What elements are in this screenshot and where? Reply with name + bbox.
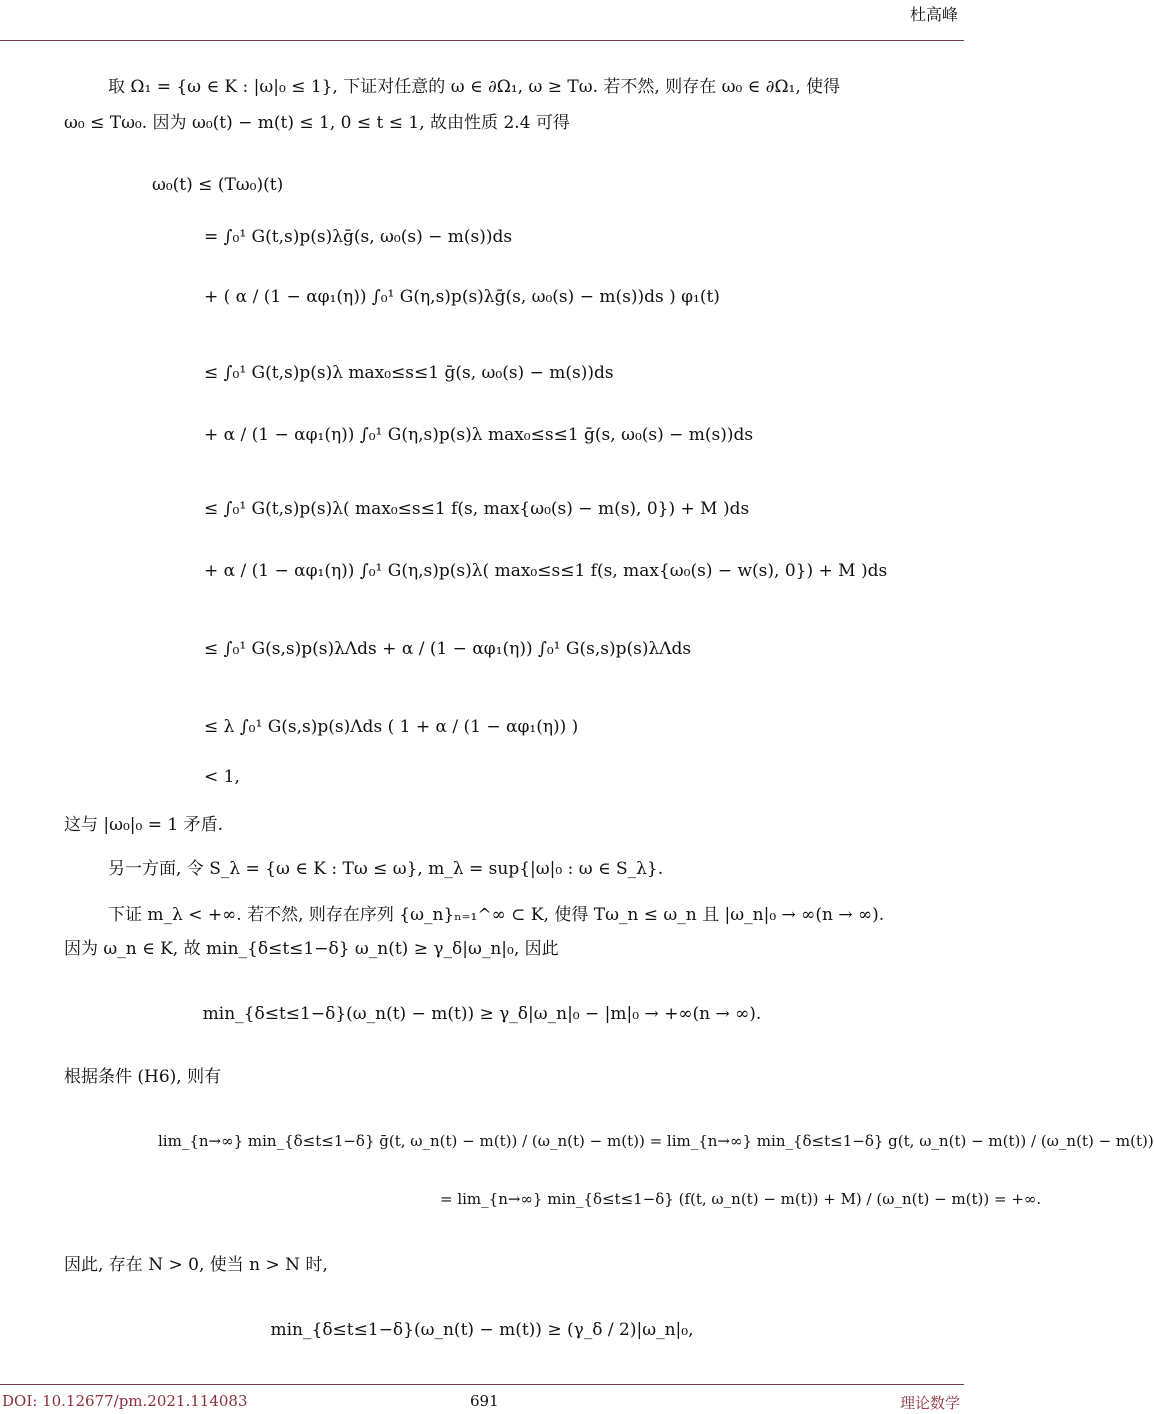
- derivation-line-7: + α / (1 − αφ₁(η)) ∫₀¹ G(η,s)p(s)λ( max₀≤s≤1 f(s, max{ω₀(s) − w(s), 0}) + M )ds: [204, 561, 888, 581]
- header-rule: [0, 40, 964, 41]
- derivation-line-8: ≤ ∫₀¹ G(s,s)p(s)λΛds + α / (1 − αφ₁(η)) ∫₀¹ G(s,s)p(s)λΛds: [204, 639, 692, 659]
- para4-line1: 下证 m_λ < +∞. 若不然, 则存在序列 {ω_n}ₙ₌₁^∞ ⊂ K, 使得 Tω_n ≤ ω_n 且 |ω_n|₀ → ∞(n → ∞).: [108, 905, 885, 925]
- footer-journal[interactable]: 理论数学: [899, 1394, 960, 1412]
- equation-3: min_{δ≤t≤1−δ}(ω_n(t) − m(t)) ≥ (γ_δ / 2)|ω_n|₀,: [270, 1320, 694, 1340]
- footer-doi[interactable]: DOI: 10.12677/pm.2021.114083: [2, 1392, 248, 1410]
- derivation-line-6: ≤ ∫₀¹ G(t,s)p(s)λ( max₀≤s≤1 f(s, max{ω₀(s) − m(s), 0}) + M )ds: [204, 499, 750, 519]
- derivation-line-1: ω₀(t) ≤ (Tω₀)(t): [152, 175, 284, 195]
- footer-rule: [0, 1384, 964, 1385]
- para4-line2: 因为 ω_n ∈ K, 故 min_{δ≤t≤1−δ} ω_n(t) ≥ γ_δ|ω_n|₀, 因此: [64, 939, 559, 959]
- equation-1: min_{δ≤t≤1−δ}(ω_n(t) − m(t)) ≥ γ_δ|ω_n|₀ − |m|₀ → +∞(n → ∞).: [202, 1004, 762, 1024]
- derivation-line-3: + ( α / (1 − αφ₁(η)) ∫₀¹ G(η,s)p(s)λḡ(s, ω₀(s) − m(s))ds ) φ₁(t): [204, 287, 720, 307]
- header-author: 杜高峰: [909, 5, 958, 24]
- para1-line1: 取 Ω₁ = {ω ∈ K : |ω|₀ ≤ 1}, 下证对任意的 ω ∈ ∂Ω₁, ω ≥ Tω. 若不然, 则存在 ω₀ ∈ ∂Ω₁, 使得: [108, 77, 841, 97]
- para1-line2: ω₀ ≤ Tω₀. 因为 ω₀(t) − m(t) ≤ 1, 0 ≤ t ≤ 1, 故由性质 2.4 可得: [64, 113, 570, 133]
- para2: 这与 |ω₀|₀ = 1 矛盾.: [64, 815, 224, 835]
- equation-2-line-2: = lim_{n→∞} min_{δ≤t≤1−δ} (f(t, ω_n(t) − m(t)) + M) / (ω_n(t) − m(t)) = +∞.: [440, 1190, 1042, 1208]
- derivation-line-10: < 1,: [204, 767, 240, 787]
- para3: 另一方面, 令 S_λ = {ω ∈ K : Tω ≤ ω}, m_λ = sup{|ω|₀ : ω ∈ S_λ}.: [108, 859, 664, 879]
- para5: 根据条件 (H6), 则有: [64, 1067, 222, 1087]
- page-number: 691: [470, 1392, 499, 1410]
- derivation-line-4: ≤ ∫₀¹ G(t,s)p(s)λ max₀≤s≤1 ḡ(s, ω₀(s) − m(s))ds: [204, 363, 614, 383]
- derivation-line-5: + α / (1 − αφ₁(η)) ∫₀¹ G(η,s)p(s)λ max₀≤s≤1 ḡ(s, ω₀(s) − m(s))ds: [204, 425, 754, 445]
- para6: 因此, 存在 N > 0, 使当 n > N 时,: [64, 1255, 328, 1275]
- derivation-line-9: ≤ λ ∫₀¹ G(s,s)p(s)Λds ( 1 + α / (1 − αφ₁(η)) ): [204, 717, 579, 737]
- equation-2-line-1: lim_{n→∞} min_{δ≤t≤1−δ} ḡ(t, ω_n(t) − m(t)) / (ω_n(t) − m(t)) = lim_{n→∞} min_{δ≤t≤1−δ} g(t, ω_n(t) − m(t)) / (ω_n(t) − m(t)): [158, 1132, 1154, 1150]
- derivation-line-2: = ∫₀¹ G(t,s)p(s)λḡ(s, ω₀(s) − m(s))ds: [204, 227, 513, 247]
